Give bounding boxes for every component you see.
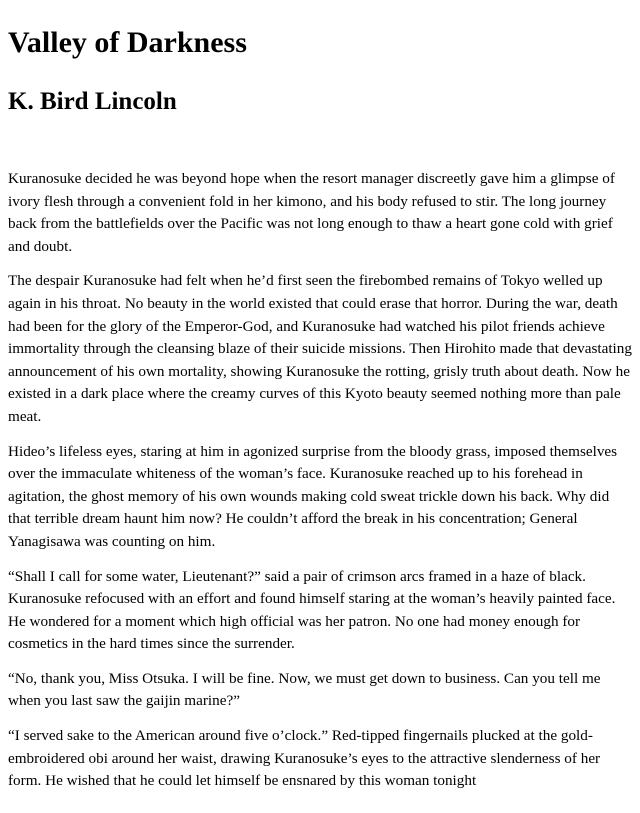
paragraph-6: “I served sake to the American around five o’clock.” Red-tipped fingernails plucked at the gold-embroidered obi around her waist, drawing Kuranosuke’s eyes to the attractive slenderness of her form. He wished that he could let himself be ensnared by this woman tonight xyxy=(8,727,601,790)
document-page xyxy=(8,0,634,805)
paragraph-1: Kuranosuke decided he was beyond hope when the resort manager discreetly gave him a glimpse of ivory flesh through a convenient fold in her kimono, and his body refused to stir. The long journey back from the battlefields over the Pacific was not long enough to thaw a heart gone cold with grief and doubt. xyxy=(8,170,615,255)
story-body xyxy=(8,168,634,793)
paragraph-5: “No, thank you, Miss Otsuka. I will be fine. Now, we must get down to business. Can you tell me when you last saw the gaijin marine?” xyxy=(8,669,601,710)
paragraph-2: The despair Kuranosuke had felt when he’d first seen the firebombed remains of Tokyo welled up again in his throat. No beauty in the world existed that could erase that horror. During the war, death had been for the glory of the Emperor-God, and Kuranosuke had watched his pilot friends achieve immortality through the cleansing blaze of their suicide missions. Then Hirohito made that devastating announcement of his own mortality, showing Kuranosuke the rotting, grisly truth about death. Now he existed in a dark place where the creamy curves of this Kyoto beauty seemed nothing more than pale meat. xyxy=(8,272,632,425)
paragraph-3: Hideo’s lifeless eyes, staring at him in agonized surprise from the bloody grass, imposed themselves over the immaculate whiteness of the woman’s face. Kuranosuke reached up to his forehead in agitation, the ghost memory of his own wounds making cold sweat trickle down his back. Why did that terrible dream haunt him now? He couldn’t afford the break in his concentration; General Yanagisawa was counting on him. xyxy=(8,442,618,550)
paragraph-4: “Shall I call for some water, Lieutenant?” said a pair of crimson arcs framed in a haze of black. Kuranosuke refocused with an effort and found himself staring at the woman’s heavily painted face. He wondered for a moment which high official was her patron. No one had money enough for cosmetics in the hard times since the surrender. xyxy=(8,567,616,653)
page-title: Valley of Darkness xyxy=(8,26,247,59)
author-heading: K. Bird Lincoln xyxy=(8,88,177,115)
